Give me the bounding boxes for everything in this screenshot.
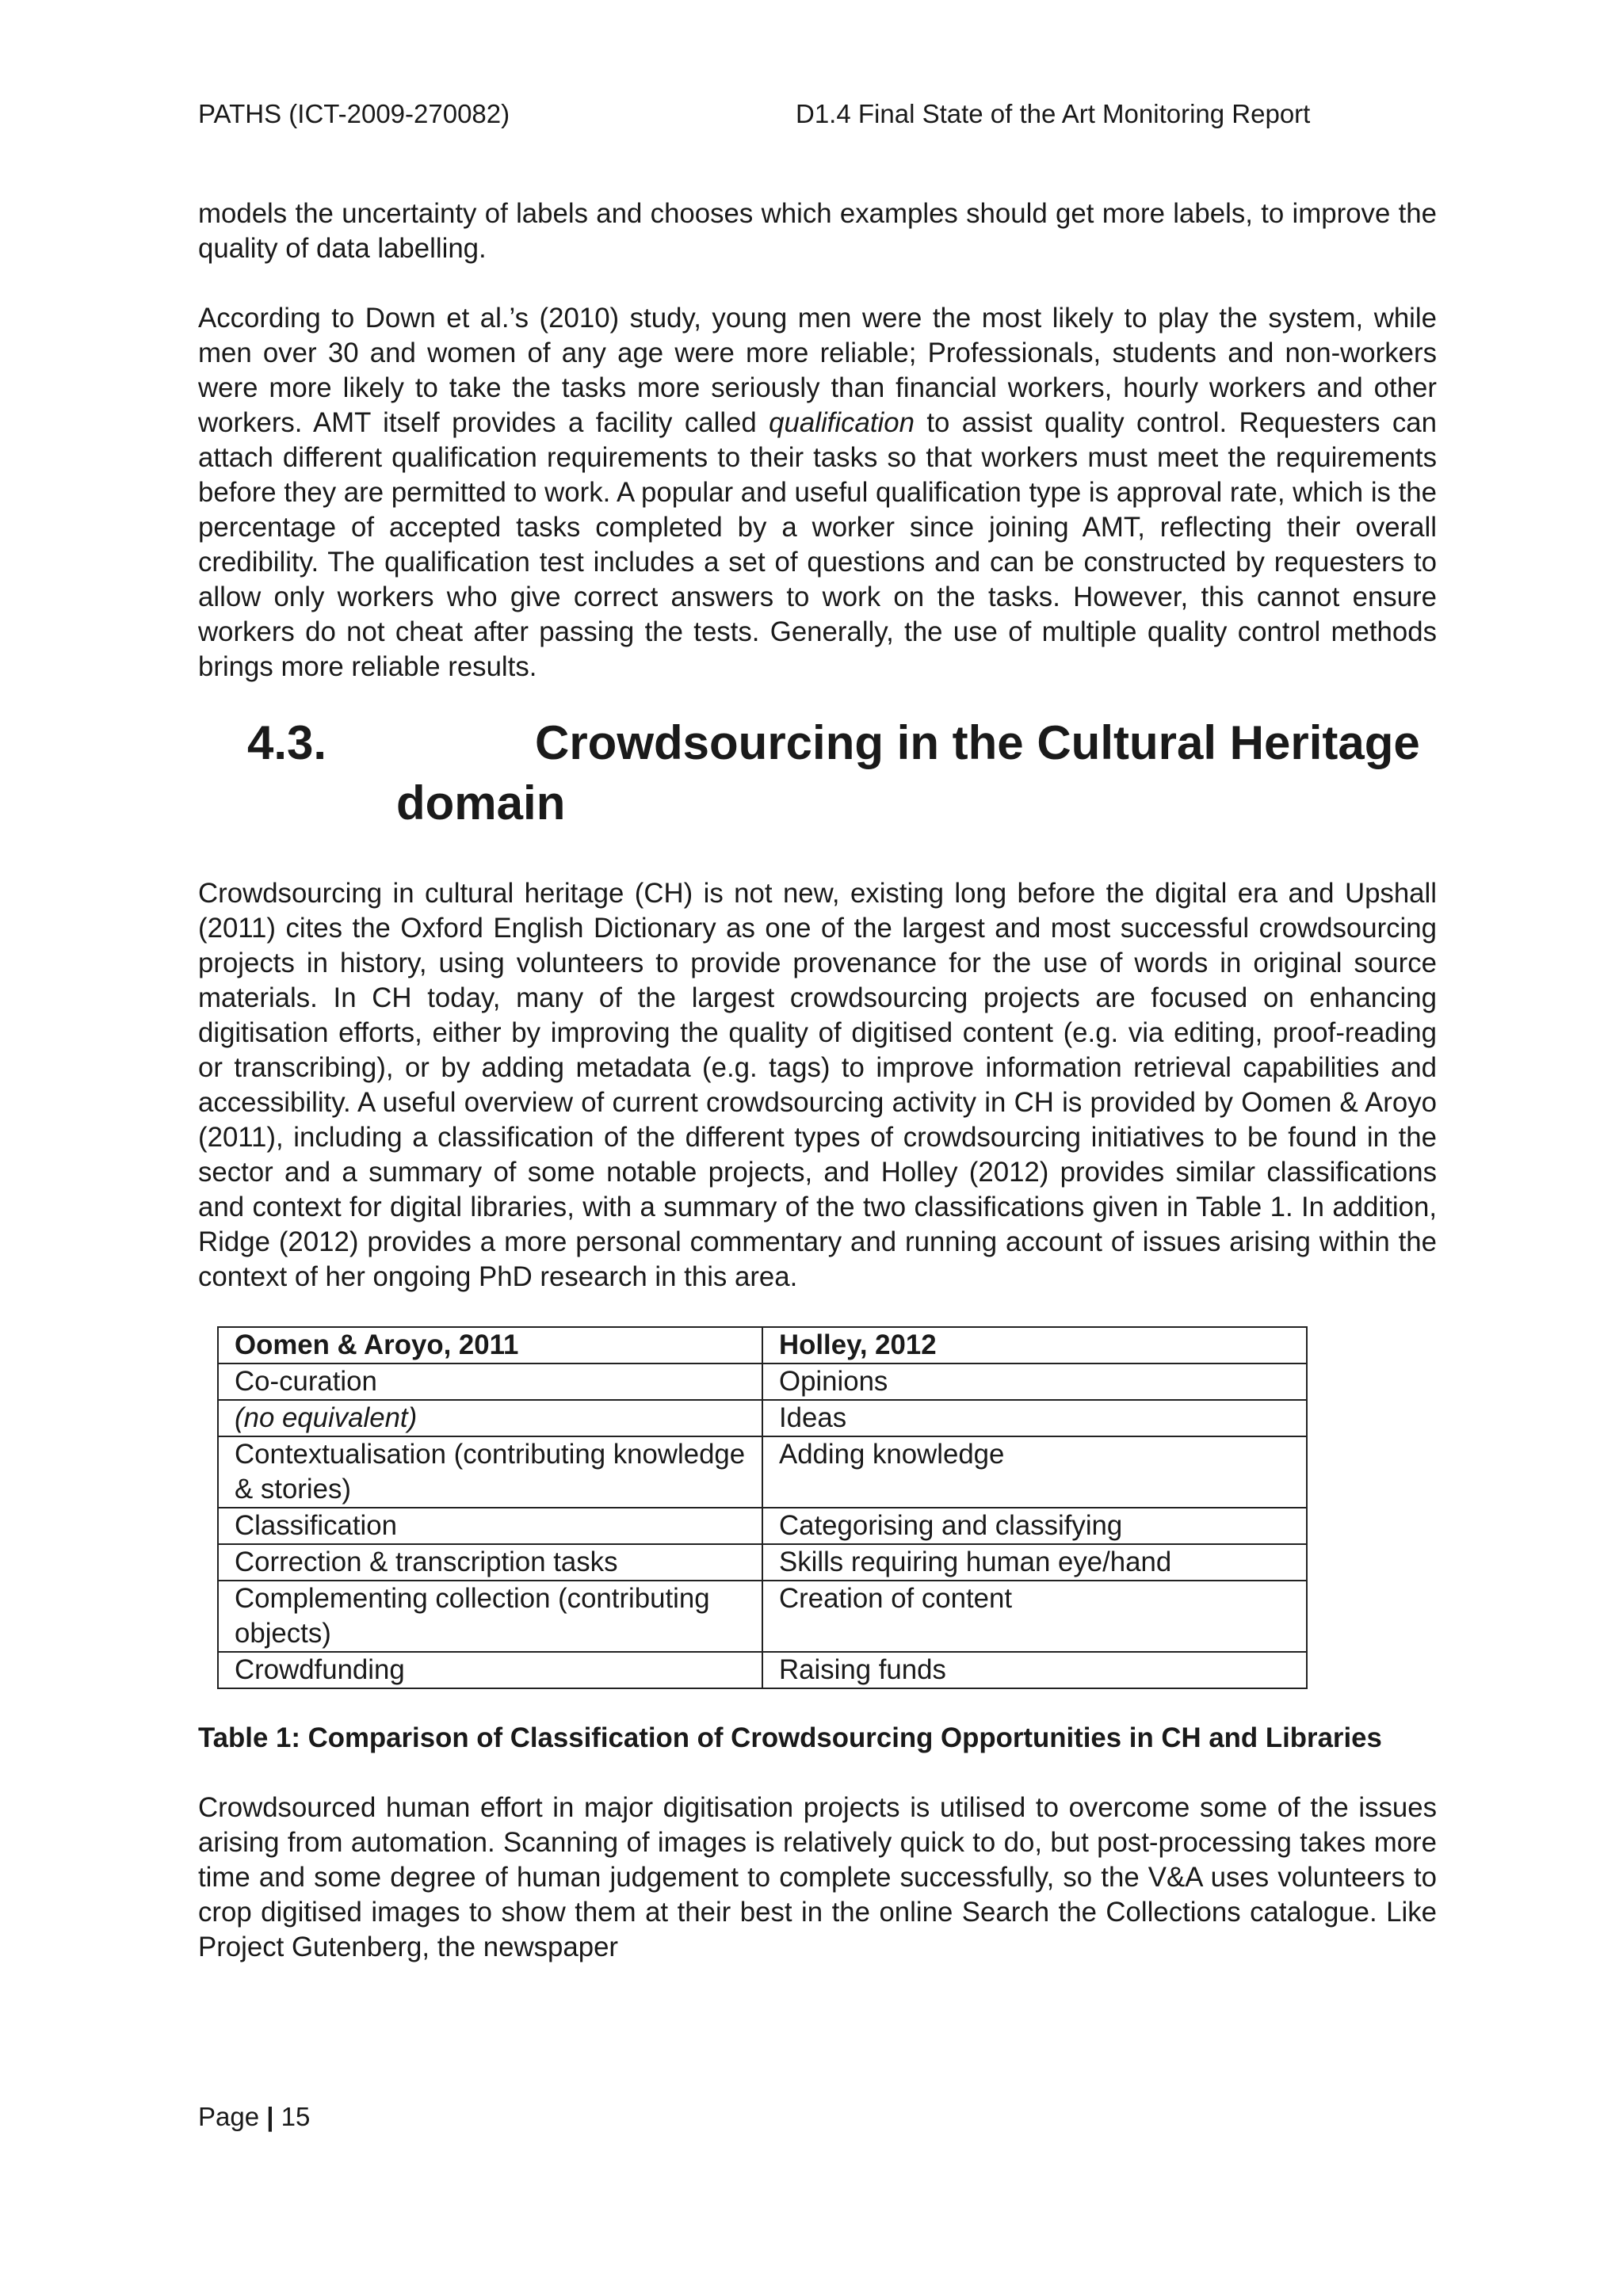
- table-row: [218, 1652, 1307, 1688]
- table-row: [218, 1544, 1307, 1581]
- table-cell: Crowdfunding: [218, 1652, 762, 1688]
- paragraph-ch-crowdsourcing: Crowdsourcing in cultural heritage (CH) is not new, existing long before the digital era and Upshall (2011) cites the Oxford English Dictionary as one of the largest and most successful crowdsourcing projects in history, using volunteers to provide provenance for the use of words in original source materials. In CH today, many of the largest crowdsourcing projects are focused on enhancing digitisation efforts, either by improving the quality of digitised content (e.g. via editing, proof-reading or transcribing), or by adding metadata (e.g. tags) to improve information retrieval capabilities and accessibility. A useful overview of current crowdsourcing activity in CH is provided by Oomen & Aroyo (2011), including a classification of the different types of crowdsourcing initiatives to be found in the sector and a summary of some notable projects, and Holley (2012) provides similar classifications and context for digital libraries, with a summary of the two classifications given in Table 1. In addition, Ridge (2012) provides a more personal commentary and running account of issues arising within the context of her ongoing PhD research in this area.: [198, 878, 1437, 1292]
- table-cell: Co-curation: [218, 1363, 762, 1400]
- table-cell: (no equivalent): [218, 1400, 762, 1436]
- table-cell: Raising funds: [762, 1652, 1307, 1688]
- table-row: [218, 1508, 1307, 1544]
- table-header-cell: Holley, 2012: [762, 1327, 1307, 1363]
- table-cell: Ideas: [762, 1400, 1307, 1436]
- paragraph-amt-quality-control: [198, 301, 1437, 685]
- paragraph-digitisation-effort: Crowdsourced human effort in major digitisation projects is utilised to overcome some of the issues arising from automation. Scanning of images is relatively quick to do, but post-processing takes more time and some degree of human judgement to complete successfully, so the V&A uses volunteers to crop digitised images to show them at their best in the online Search the Collections catalogue. Like Project Gutenberg, the newspaper: [198, 1792, 1437, 1962]
- paragraph-label-uncertainty: models the uncertainty of labels and chooses which examples should get more labels, to improve the quality of data labelling.: [198, 198, 1437, 264]
- table-row: [218, 1363, 1307, 1400]
- table-row: [218, 1436, 1307, 1508]
- table-cell: Correction & transcription tasks: [218, 1544, 762, 1581]
- footer-page-number: 15: [281, 2102, 311, 2131]
- table-row: [218, 1581, 1307, 1652]
- table-cell: Creation of content: [762, 1581, 1307, 1652]
- paragraph-text: to assist quality control. Requesters can attach different qualification requirements to their tasks so that workers must meet the requirements before they are permitted to work. A popular and useful qualification type is approval rate, which is the percentage of accepted tasks completed by a worker since joining AMT, reflecting their overall credibility. The qualification test includes a set of questions and can be constructed by requesters to allow only workers who give correct answers to work on the tasks. However, this cannot ensure workers do not cheat after passing the tests. Generally, the use of multiple quality control methods brings more reliable results.: [198, 407, 1437, 682]
- table-cell: Complementing collection (contributing objects): [218, 1581, 762, 1652]
- table-caption: Table 1: Comparison of Classification of Crowdsourcing Opportunities in CH and Libraries: [198, 1722, 1382, 1753]
- section-title: Crowdsourcing in the Cultural Heritage domain: [396, 716, 1420, 830]
- header-project-id: PATHS (ICT-2009-270082): [198, 99, 510, 128]
- table-cell: Contextualisation (contributing knowledge & stories): [218, 1436, 762, 1508]
- emphasis-qualification: qualification: [769, 407, 915, 438]
- table-cell: Adding knowledge: [762, 1436, 1307, 1508]
- page-footer: [198, 2101, 310, 2133]
- table-row: [218, 1400, 1307, 1436]
- table-header-row: [218, 1327, 1307, 1363]
- table-cell: Opinions: [762, 1363, 1307, 1400]
- paragraph-text: According to Down et al.’s (2010) study, young men were the most likely to play the system, while men over 30 and women of any age were more reliable; Professionals, students and non-workers were more likely to take the tasks more seriously than financial workers, hourly workers and other workers. AMT itself provides a facility called: [198, 303, 1437, 438]
- footer-page-label: Page: [198, 2102, 260, 2131]
- table-cell: Skills requiring human eye/hand: [762, 1544, 1307, 1581]
- section-number: 4.3.: [247, 716, 327, 769]
- table-header-cell: Oomen & Aroyo, 2011: [218, 1327, 762, 1363]
- table-cell: Classification: [218, 1508, 762, 1544]
- section-heading: [198, 713, 1437, 833]
- footer-separator: |: [266, 2102, 274, 2131]
- comparison-table: [217, 1326, 1308, 1689]
- page-content: [198, 196, 1437, 1965]
- table-cell: Categorising and classifying: [762, 1508, 1307, 1544]
- header-report-title: D1.4 Final State of the Art Monitoring Report: [796, 99, 1311, 128]
